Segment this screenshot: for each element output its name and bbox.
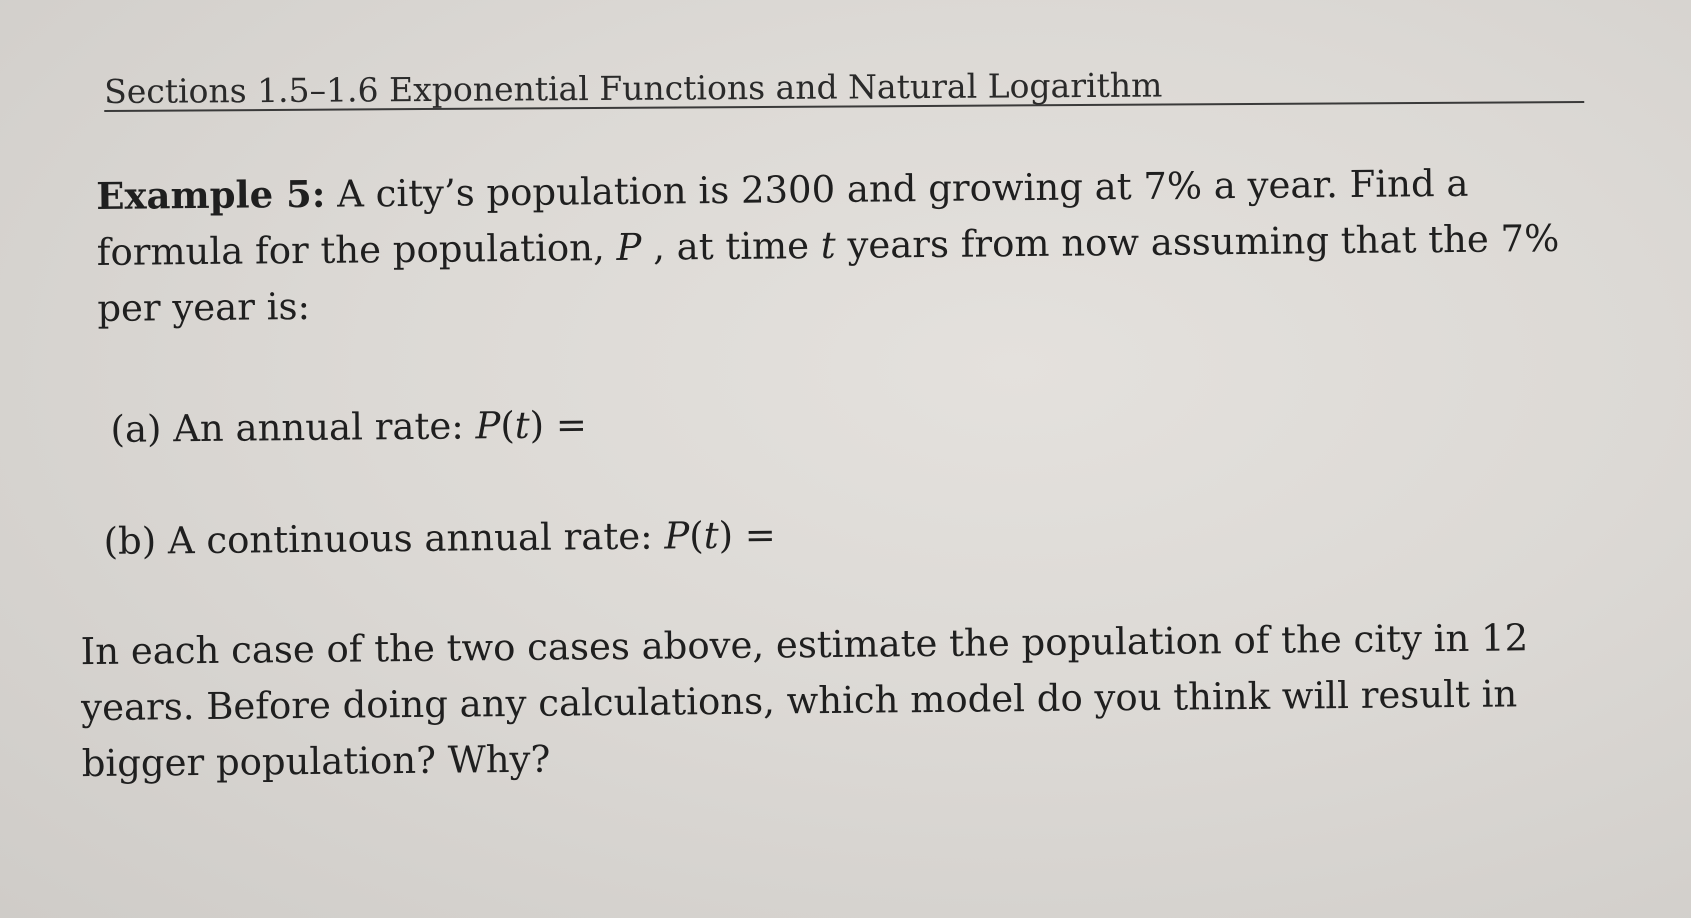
part-b [103,513,776,562]
follow-up-question: In each case of the two cases above, estimate the population of the city in 12 years. Before doing any calculations, which model do you think will result in bigger population? Why? [80,616,1529,786]
variable-t: t [820,223,836,268]
part-a-function: P [475,404,501,448]
part-b-text: A continuous annual rate: [155,514,665,563]
variable-p: P [616,225,642,270]
part-a-marker: (a) [110,407,162,451]
example-paragraph [96,154,1598,337]
part-a-open-paren: ( [500,403,515,448]
part-a-variable: t [514,403,530,447]
example-text-2: , at time [641,224,822,269]
example-text-1: A city’s population is 2300 and growing at 7% a year. Find a formula for the population, [96,161,1469,274]
part-a-text: An annual rate: [161,404,476,451]
example-label: Example 5: [96,171,326,218]
part-b-open-paren: ( [689,514,704,558]
part-a [110,403,587,451]
example-content [80,154,1598,786]
example-text-3: years from now assuming that the 7% per year is: [97,216,1560,330]
part-b-function: P [664,514,690,558]
part-b-marker: (b) [103,519,157,563]
part-b-variable: t [703,514,719,558]
part-a-close: ) = [529,403,588,447]
part-b-close: ) = [718,513,776,558]
section-header [104,59,1584,114]
section-title: Sections 1.5–1.6 Exponential Functions and Natural Logarithm [104,65,1163,111]
